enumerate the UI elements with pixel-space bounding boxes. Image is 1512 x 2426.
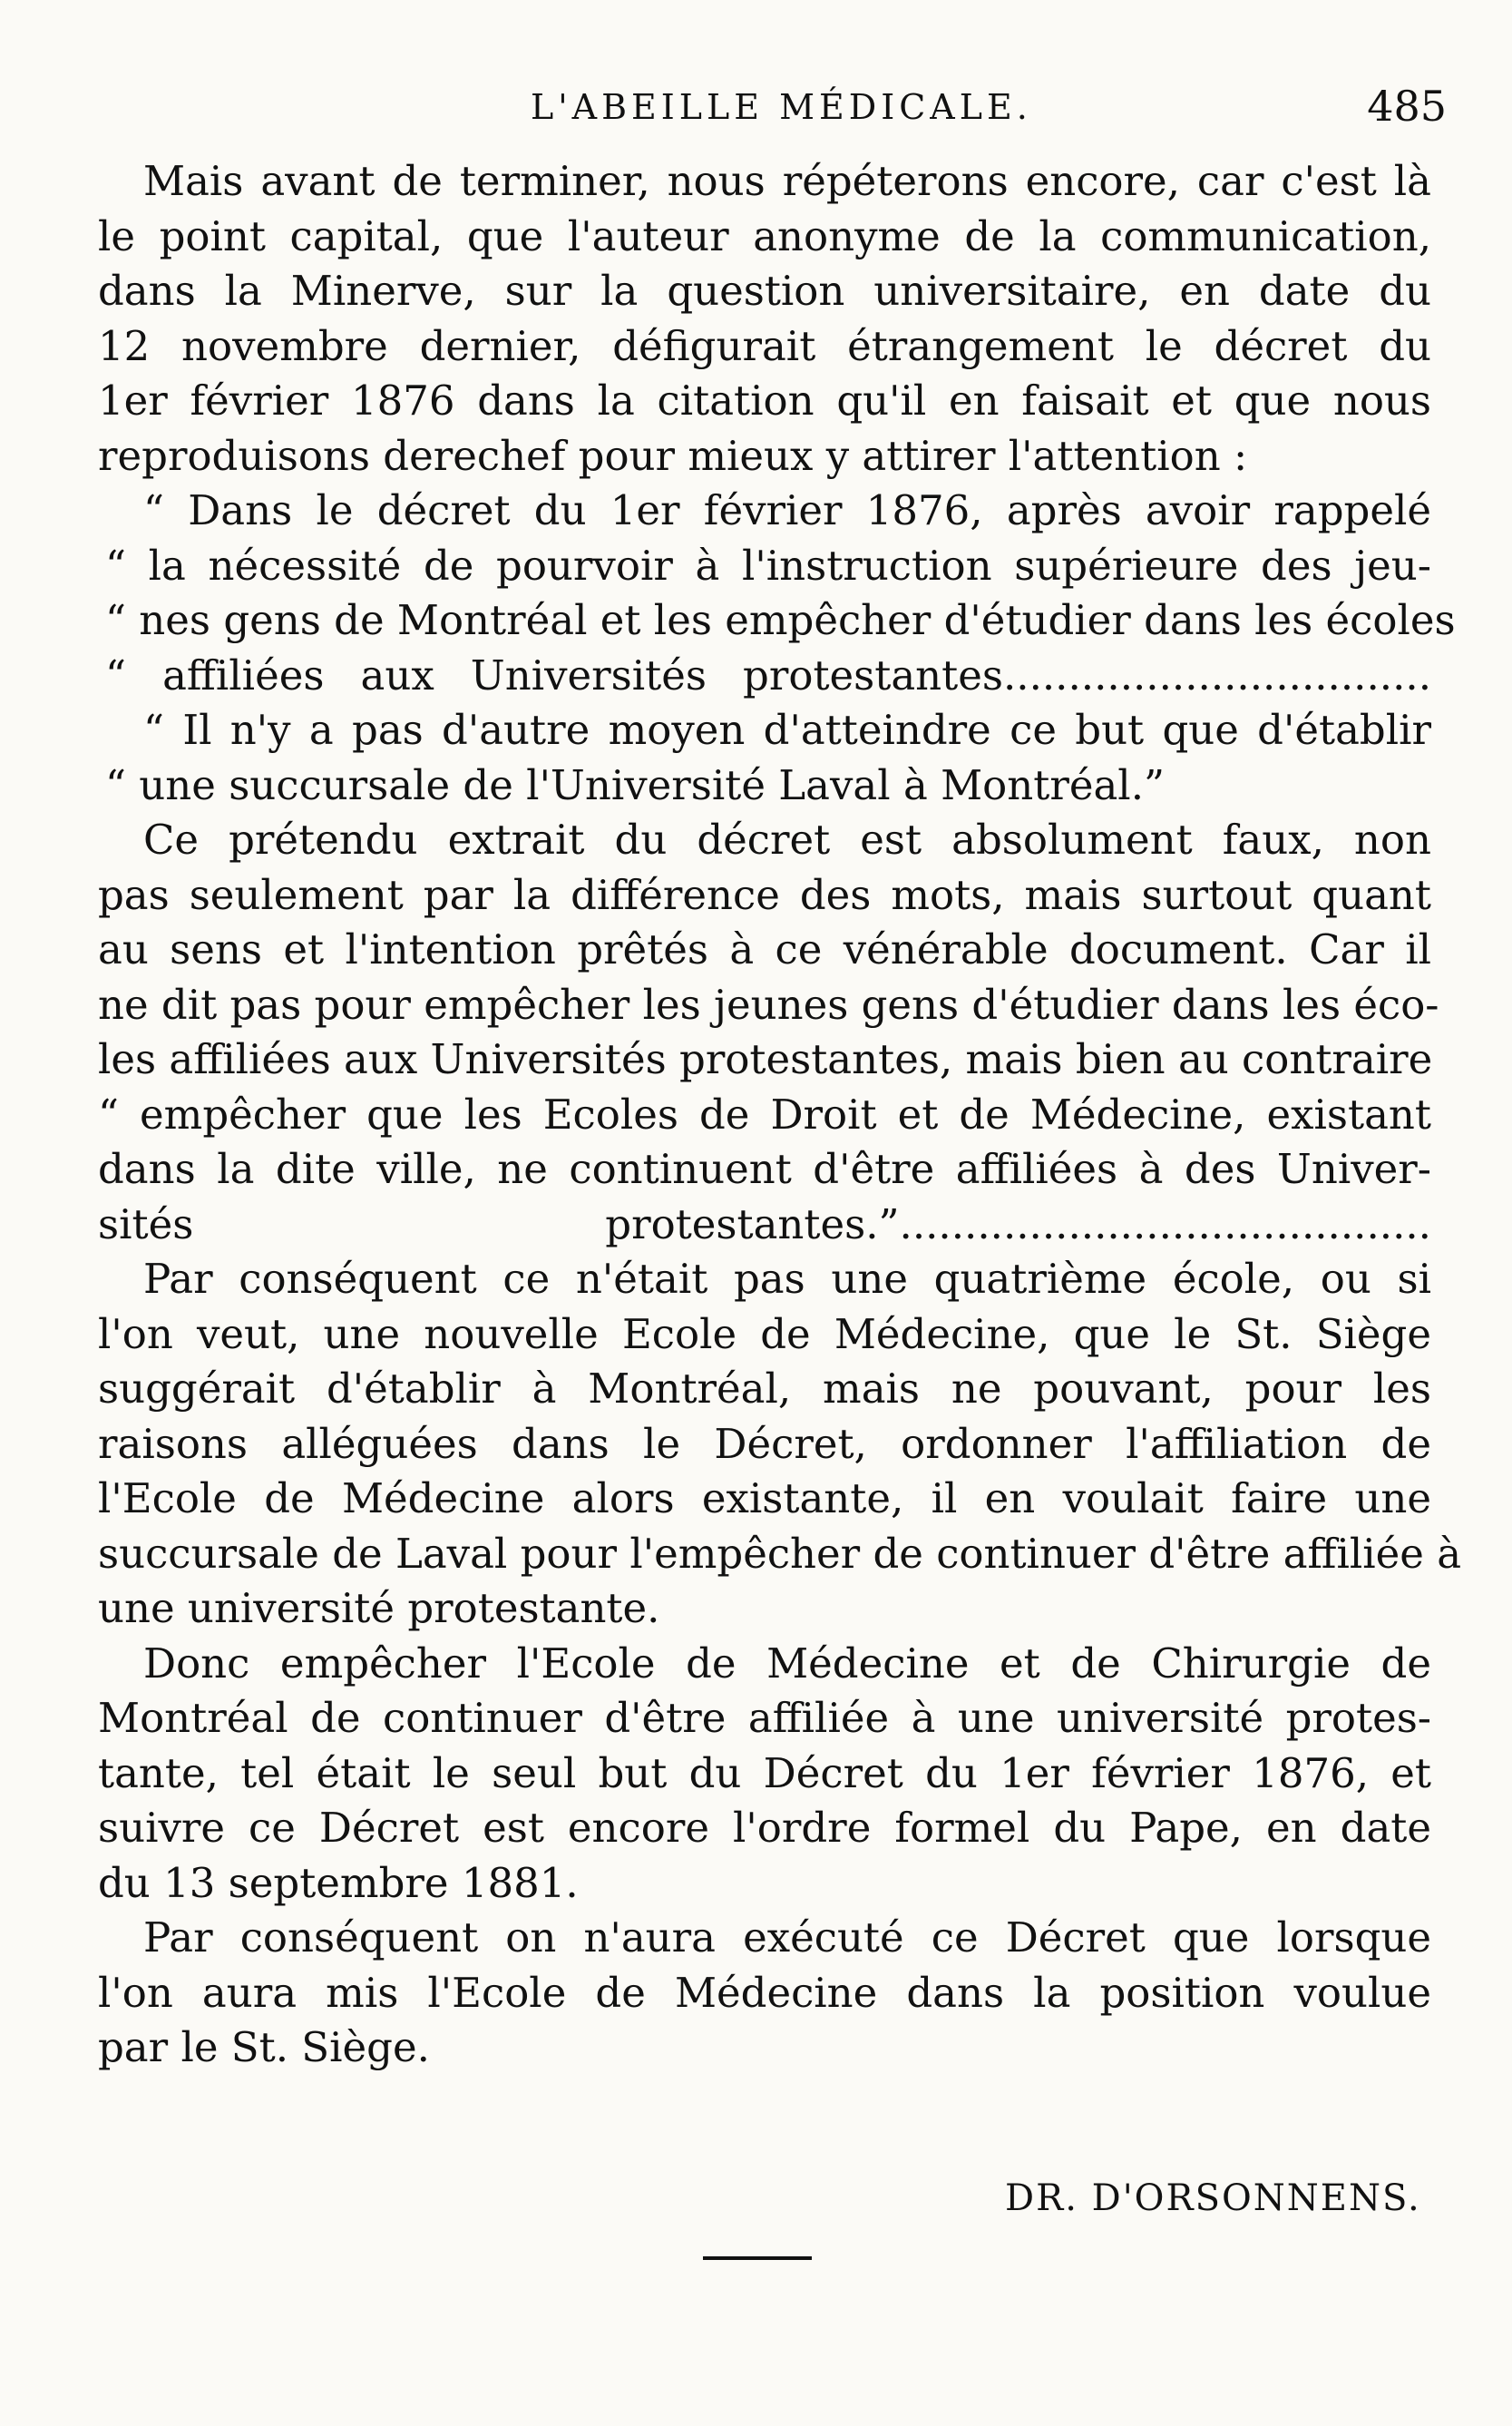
text-line: au sens et l'intention prêtés à ce vénérable document. Car il [98,925,1431,973]
text-line: le point capital, que l'auteur anonyme de la communication, [98,211,1431,260]
text-line: succursale de Laval pour l'empêcher de continuer d'être affiliée à [98,1529,1462,1578]
text-line: ne dit pas pour empêcher les jeunes gens d'étudier dans les éco- [98,980,1439,1029]
text-line: dans la Minerve, sur la question universitaire, en date du [98,267,1431,315]
text-line: sités protestantes.”......................................... [98,1199,1431,1248]
text-line: Par conséquent on n'aura exécuté ce Décret que lorsque [143,1913,1431,1961]
text-line: Donc empêcher l'Ecole de Médecine et de Chirurgie de [143,1639,1431,1687]
text-line: les affiliées aux Universités protestantes, mais bien au contraire [98,1035,1433,1083]
text-line: 12 novembre dernier, défigurait étrangement le décret du [98,321,1431,370]
quote-line: “ affiliées aux Universités protestantes................................. [105,651,1431,699]
text-line: reproduisons derechef pour mieux y attirer l'attention : [98,431,1248,480]
text-line: l'on veut, une nouvelle Ecole de Médecine, que le St. Siège [98,1309,1431,1358]
quote-line: “ nes gens de Montréal et les empêcher d'étudier dans les écoles [105,596,1456,644]
quote-line: “ Il n'y a pas d'autre moyen d'atteindre ce but que d'établir [143,706,1431,754]
article-body [98,154,1462,2076]
running-title: L'ABEILLE MÉDICALE. [531,87,1032,127]
text-line: Montréal de continuer d'être affiliée à une université protes- [98,1694,1431,1742]
author-signature: DR. D'ORSONNENS. [1005,2177,1421,2219]
text-line: 1er février 1876 dans la citation qu'il en faisait et que nous [98,377,1431,425]
text-line: l'on aura mis l'Ecole de Médecine dans la position voulue [98,1968,1431,2017]
quote-line: “ une succursale de l'Université Laval à Montréal.” [105,760,1166,809]
text-line: l'Ecole de Médecine alors existante, il en voulait faire une [98,1474,1431,1522]
page-header [0,82,1512,142]
text-line: une université protestante. [98,1584,660,1632]
text-line: tante, tel était le seul but du Décret du 1er février 1876, et [98,1748,1431,1797]
text-line: raisons alléguées dans le Décret, ordonner l'affiliation de [98,1419,1431,1468]
text-line: du 13 septembre 1881. [98,1858,579,1907]
text-line: Mais avant de terminer, nous répéterons encore, car c'est là [143,157,1431,205]
text-line: suggérait d'établir à Montréal, mais ne pouvant, pour les [98,1365,1431,1413]
text-line: dans la dite ville, ne continuent d'être affiliées à des Univer- [98,1145,1431,1193]
page-number: 485 [1367,82,1447,131]
quote-line: “ Dans le décret du 1er février 1876, après avoir rappelé [143,486,1431,534]
quote-line: “ la nécessité de pourvoir à l'instruction supérieure des jeu- [105,541,1431,590]
closing-rule [703,2256,812,2260]
text-line: suivre ce Décret est encore l'ordre formel du Pape, en date [98,1804,1431,1852]
text-line: “ empêcher que les Ecoles de Droit et de Médecine, existant [98,1090,1431,1139]
text-line: pas seulement par la différence des mots, mais surtout quant [98,870,1431,919]
text-line: Ce prétendu extrait du décret est absolument faux, non [143,816,1431,864]
text-line: par le St. Siège. [98,2023,430,2071]
text-line: Par conséquent ce n'était pas une quatrième école, ou si [143,1255,1431,1303]
